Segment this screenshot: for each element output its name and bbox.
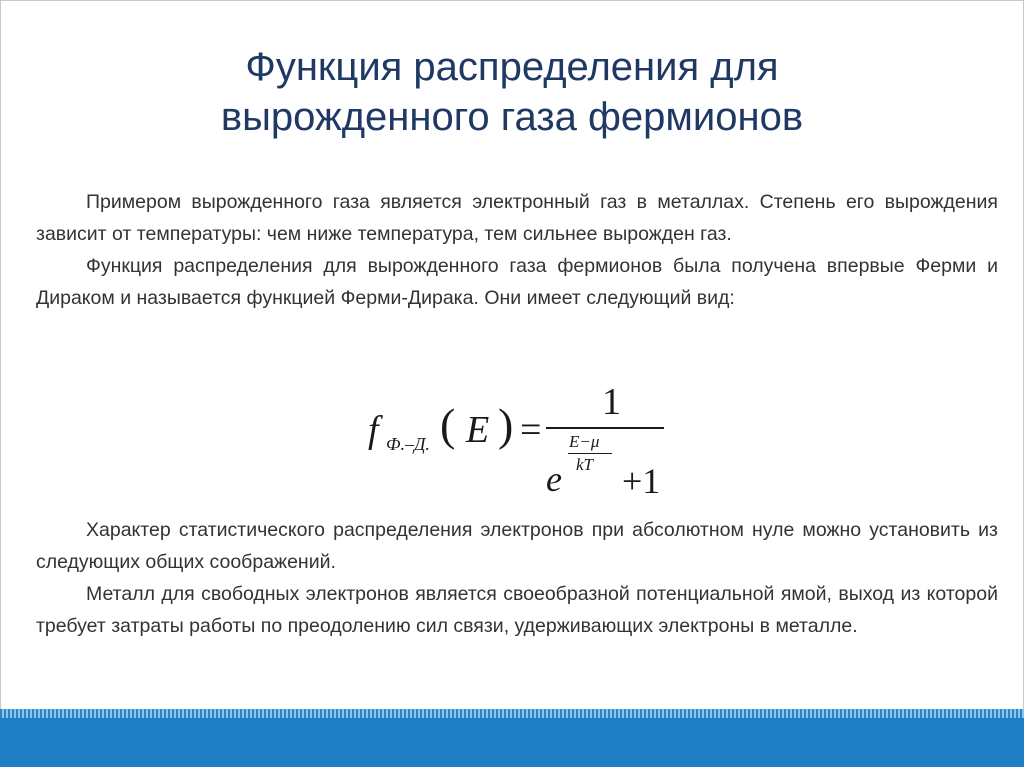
footer-stripe — [0, 709, 1024, 718]
conclusion-text — [36, 514, 998, 642]
paragraph-2: Функция распределения для вырожденного газа фермионов была получена впервые Ферми и Дираком и называется функцией Ферми-Дирака. Они имеет следующий вид: — [36, 255, 998, 309]
formula-exponent-base: e — [546, 459, 562, 499]
paragraph-3: Характер статистического распределения электронов при абсолютном нуле можно установить из следующих общих соображений. — [36, 519, 998, 573]
slide-title — [0, 42, 1024, 142]
formula-subscript: Ф.–Д. — [386, 434, 430, 454]
formula-exponent-fraction-line — [568, 453, 612, 454]
formula-argument: E — [466, 409, 490, 451]
formula-left-paren: ( — [440, 399, 456, 450]
paragraph-1: Примером вырожденного газа является электронный газ в металлах. Степень его вырождения зависит от температуры: чем ниже температура, тем сильнее вырожден газ. — [36, 191, 998, 245]
formula-right-paren: ) — [498, 399, 514, 450]
title-line-2: вырожденного газа фермионов — [220, 95, 804, 139]
formula-plus-one: +1 — [622, 461, 661, 501]
footer-bar — [0, 718, 1024, 767]
paragraph-4: Металл для свободных электронов является своеобразной потенциальной ямой, выход из которой требует затраты работы по преодолению сил связи, удерживающих электроны в металле. — [36, 583, 998, 637]
formula-fraction-line — [546, 427, 664, 429]
intro-text — [36, 186, 998, 314]
formula-function: f — [368, 409, 379, 451]
fermi-dirac-formula — [368, 380, 688, 500]
title-line-1: Функция распределения для — [245, 45, 779, 89]
formula-exponent-denominator: kT — [576, 455, 593, 474]
formula-equals: = — [520, 409, 542, 451]
formula-exponent-numerator: E−μ — [569, 432, 600, 451]
formula-numerator: 1 — [602, 381, 621, 423]
